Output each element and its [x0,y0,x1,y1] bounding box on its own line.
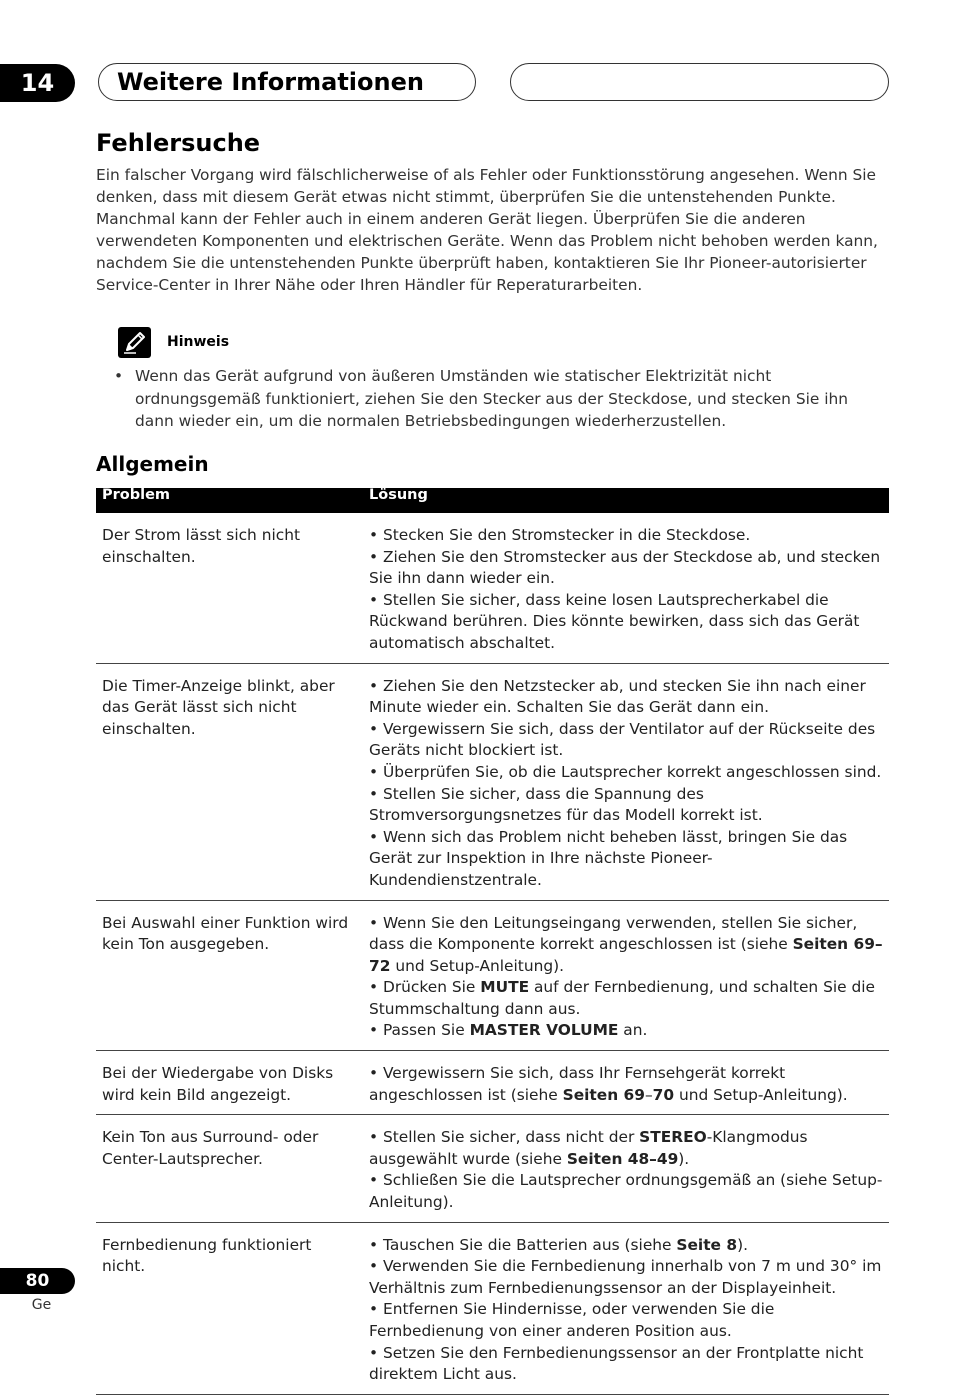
solution-emphasis: Seiten 69 [562,1085,645,1104]
solution-text: • Ziehen Sie den Stromstecker aus der Steckdose ab, und stecken Sie ihn dann wieder ein. [369,547,881,588]
header-solution: Lösung [363,488,889,513]
solution-text: • Ziehen Sie den Netzstecker ab, und stecken Sie ihn nach einer Minute wieder ein. Schalten Sie das Gerät dann ein. [369,676,866,717]
table-row [96,663,889,900]
solution-cell [363,513,889,663]
problem-cell: Die Timer-Anzeige blinkt, aber das Gerät lässt sich nicht einschalten. [96,663,363,900]
intro-paragraph: Ein falscher Vorgang wird fälschlicherweise of als Fehler oder Funktionsstörung angesehen. Wenn Sie denken, dass mit diesem Gerät etwas nicht stimmt, überprüfen Sie die untenstehenden Punkte. Manchmal kann der Fehler auch in einem anderen Gerät liegen. Überprüfen Sie die anderen verwendeten Komponenten und elektrischen Geräte. Wenn das Problem nicht behoben werden kann, nachdem Sie die untenstehenden Punkte überprüft haben, kontaktieren Sie Ihr Pioneer-autorisierter Service-Center in Ihrer Nähe oder Ihren Händler für Reperaturarbeiten. [96,166,878,294]
solution-text: – [644,1085,653,1104]
solution-text: • Tauschen Sie die Batterien aus (siehe [369,1235,677,1254]
table-row [96,1115,889,1222]
solution-line [369,1235,883,1257]
problem-cell: Kein Ton aus Surround- oder Center-Lautsprecher. [96,1115,363,1222]
solution-cell [363,900,889,1051]
table-row [96,513,889,663]
solution-line [369,1299,883,1342]
solution-cell [363,663,889,900]
solution-line [369,1063,883,1106]
note-item-text: Wenn das Gerät aufgrund von äußeren Umständen wie statischer Elektrizität nicht ordnungsgemäß funktioniert, ziehen Sie den Stecker aus der Steckdose, und stecken Sie ihn dann wieder ein, um die normalen Betriebsbedingungen wiederherzustellen. [135,367,849,430]
solution-text: • Passen Sie [369,1021,470,1040]
solution-text: • Wenn Sie den Leitungseingang verwenden, stellen Sie sicher, dass die Komponente korrekt angeschlossen ist (siehe [369,913,858,954]
solution-cell [363,1222,889,1394]
solution-line [369,913,883,978]
subsection-title: Allgemein [96,452,209,476]
table-row [96,900,889,1051]
solution-text: und Setup-Anleitung). [390,956,565,975]
solution-text: • Vergewissern Sie sich, dass der Ventilator auf der Rückseite des Geräts nicht blockiert ist. [369,719,876,760]
problem-cell: Fernbedienung funktioniert nicht. [96,1222,363,1394]
troubleshooting-table [96,488,889,1395]
table-header-row [96,488,889,513]
solution-text: • Verwenden Sie die Fernbedienung innerhalb von 7 m und 30° im Verhältnis zum Fernbedienungssensor an der Displayeinheit. [369,1257,882,1297]
table-row [96,1051,889,1115]
chapter-empty-box [510,63,889,101]
solution-text: • Wenn sich das Problem nicht beheben lässt, bringen Sie das Gerät zur Inspektion in Ihre nächste Pioneer-Kundendienstzentrale. [369,827,848,889]
problem-cell: Bei Auswahl einer Funktion wird kein Ton ausgegeben. [96,900,363,1051]
solution-text: • Überprüfen Sie, ob die Lautsprecher korrekt angeschlossen sind. [369,762,882,781]
solution-line [369,1256,883,1299]
solution-line [369,762,883,784]
note-item [114,365,874,433]
solution-text: • Drücken Sie [369,978,481,997]
solution-line [369,719,883,762]
solution-line [369,1343,883,1386]
solution-text: • Stellen Sie sicher, dass nicht der [369,1128,640,1147]
solution-text: -Klangmodus ausgewählt wurde (siehe [369,1128,808,1168]
solution-line [369,525,883,547]
solution-line [369,1170,883,1213]
solution-emphasis: Seite 8 [676,1235,738,1254]
solution-line [369,547,883,590]
solution-emphasis: Seiten 69–72 [369,935,883,975]
solution-emphasis: MUTE [480,978,530,997]
solution-text: und Setup-Anleitung). [674,1085,848,1104]
solution-line [369,676,883,719]
solution-text: ). [678,1149,690,1168]
solution-text: ). [737,1235,748,1254]
solution-emphasis: Seiten 48–49 [566,1149,679,1168]
language-code: Ge [31,1297,52,1313]
note-pencil-icon [118,327,151,358]
solution-line [369,977,883,1020]
problem-cell: Der Strom lässt sich nicht einschalten. [96,513,363,663]
note-list [114,365,874,433]
solution-line [369,1020,883,1042]
table-row [96,1222,889,1394]
solution-text: • Stellen Sie sicher, dass die Spannung des Stromversorgungsnetzes für das Modell korrekt ist. [369,784,763,825]
header-problem: Problem [96,488,363,513]
solution-text: • Schließen Sie die Lautsprecher ordnungsgemäß an (siehe Setup-Anleitung). [369,1171,883,1212]
solution-line [369,784,883,827]
solution-line [369,590,883,655]
chapter-number-tab: 14 [0,64,75,102]
solution-text: • Stellen Sie sicher, dass keine losen Lautsprecherkabel die Rückwand berühren. Dies könnte bewirken, dass sich das Gerät automatisch abschaltet. [369,590,860,652]
section-title: Fehlersuche [96,129,261,157]
page-number: 80 [0,1268,75,1294]
problem-cell: Bei der Wiedergabe von Disks wird kein Bild angezeigt. [96,1051,363,1115]
solution-text: auf der Fernbedienung, und schalten Sie die Stummschaltung dann aus. [369,978,875,1018]
chapter-title: Weitere Informationen [117,68,424,96]
solution-text: • Entfernen Sie Hindernisse, oder verwenden Sie die Fernbedienung von einer anderen Position aus. [369,1300,775,1340]
solution-emphasis: 70 [652,1085,675,1104]
solution-cell [363,1115,889,1222]
solution-text: • Stecken Sie den Stromstecker in die Steckdose. [369,526,751,544]
solution-text: • Setzen Sie den Fernbedienungssensor an der Frontplatte nicht direktem Licht aus. [369,1343,864,1384]
solution-emphasis: MASTER VOLUME [469,1021,619,1040]
solution-text: • Vergewissern Sie sich, dass Ihr Fernsehgerät korrekt angeschlossen ist (siehe [369,1064,786,1104]
note-label: Hinweis [167,334,230,350]
chapter-title-box [98,63,476,101]
solution-line [369,827,883,892]
solution-emphasis: STEREO [639,1128,707,1147]
bullet-icon: • [114,367,124,385]
solution-cell [363,1051,889,1115]
solution-text: an. [618,1021,648,1040]
solution-line [369,1127,883,1170]
